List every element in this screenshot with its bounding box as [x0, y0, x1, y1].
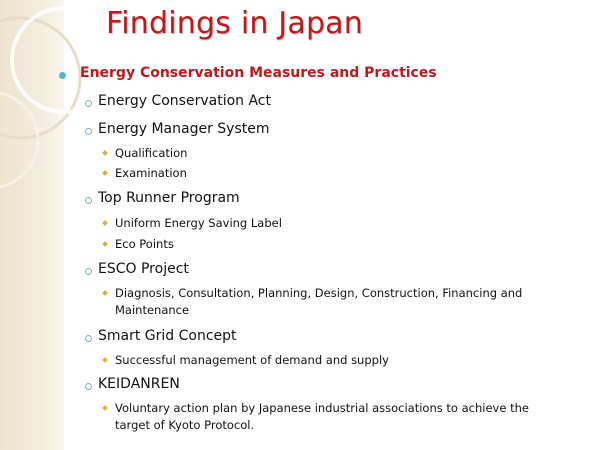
diamond-bullet-icon: [102, 241, 108, 247]
sub-item-label: Qualification: [115, 146, 188, 160]
list-item-energy-conservation-act: [98, 93, 271, 109]
main-heading: Energy Conservation Measures and Practices: [80, 65, 437, 81]
circle-bullet-icon: [85, 197, 92, 204]
diamond-bullet-icon: [102, 290, 108, 296]
diamond-bullet-icon: [102, 357, 108, 363]
list-item-smart-grid-concept: [98, 328, 237, 344]
item-label: Energy Manager System: [98, 121, 270, 137]
diamond-bullet-icon: [102, 405, 108, 411]
sub-item: [115, 285, 565, 319]
sub-item: [115, 236, 174, 253]
sub-item-label: Eco Points: [115, 237, 174, 251]
item-label: ESCO Project: [98, 261, 189, 277]
item-label: KEIDANREN: [98, 376, 180, 392]
sub-item-label: Successful management of demand and supply: [115, 353, 389, 367]
list-item-energy-manager-system: [98, 121, 270, 137]
circle-bullet-icon: [85, 383, 92, 390]
list-item-top-runner-program: [98, 190, 240, 206]
main-bullet-icon: [59, 72, 66, 79]
sub-item: [115, 165, 187, 182]
circle-bullet-icon: [85, 335, 92, 342]
list-item-keidanren: [98, 376, 180, 392]
sub-item: [115, 400, 565, 434]
circle-bullet-icon: [85, 128, 92, 135]
diamond-bullet-icon: [102, 220, 108, 226]
slide-title: Findings in Japan: [106, 6, 363, 41]
sub-item-label: Voluntary action plan by Japanese industrial associations to achieve the target of Kyoto Protocol.: [115, 401, 529, 432]
item-label: Energy Conservation Act: [98, 93, 271, 109]
sub-item-label: Examination: [115, 166, 187, 180]
list-item-esco-project: [98, 261, 189, 277]
circle-bullet-icon: [85, 100, 92, 107]
sub-item: [115, 215, 282, 232]
sub-item: [115, 145, 187, 162]
item-label: Top Runner Program: [98, 190, 240, 206]
sub-item-label: Diagnosis, Consultation, Planning, Design, Construction, Financing and Maintenance: [115, 286, 523, 317]
item-label: Smart Grid Concept: [98, 328, 237, 344]
sub-item-label: Uniform Energy Saving Label: [115, 216, 282, 230]
sub-item: [115, 352, 389, 369]
circle-bullet-icon: [85, 268, 92, 275]
